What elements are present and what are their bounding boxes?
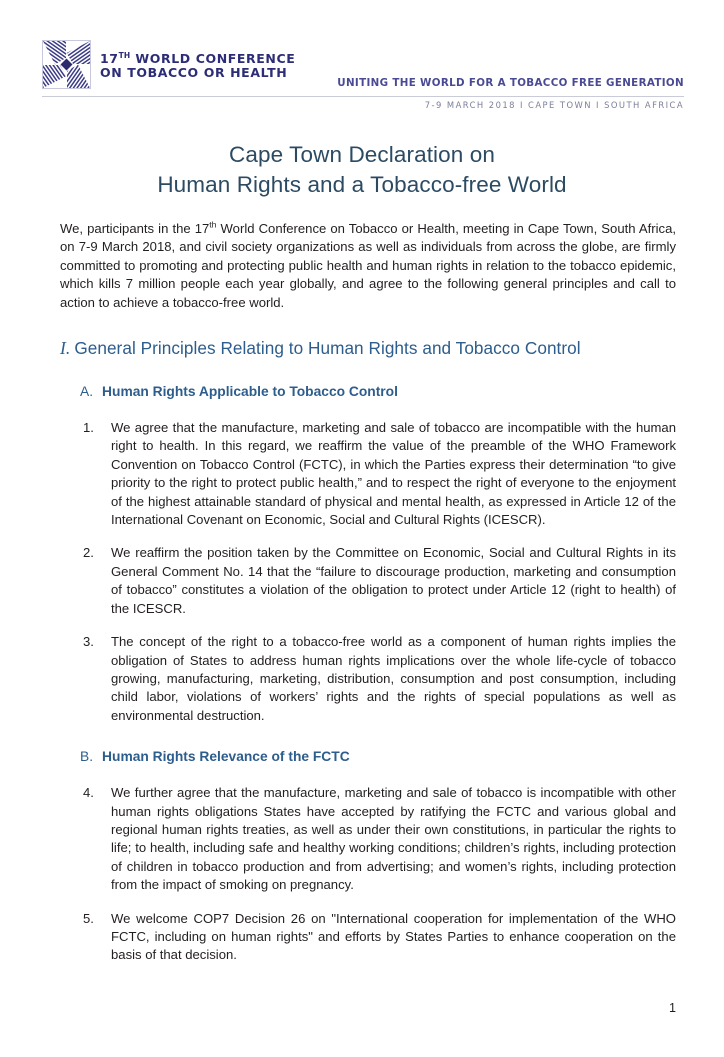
intro-paragraph — [60, 220, 676, 312]
subsection-letter: A. — [80, 384, 94, 400]
document-header — [42, 33, 684, 121]
page-title-line1: Cape Town Declaration on — [229, 142, 495, 167]
list-item-number: 1. — [83, 420, 94, 436]
intro-part1: We, participants in the 17 — [60, 221, 210, 236]
list-item — [60, 910, 676, 965]
list-item — [60, 633, 676, 725]
list-item-number: 4. — [83, 785, 94, 801]
list-item — [60, 544, 676, 618]
subsection-heading-b — [80, 747, 676, 766]
page-title — [95, 140, 629, 200]
numbered-list-b — [60, 784, 676, 965]
list-item-number: 3. — [83, 634, 94, 650]
conference-branding — [42, 40, 295, 89]
list-item-text: We welcome COP7 Decision 26 on "International cooperation for implementation of the WHO FCTC, including on human rights" and efforts by States Parties to enhance cooperation on the basis of that decision. — [111, 910, 676, 963]
subsection-heading-a — [80, 382, 676, 401]
conference-name-line1: 17TH WORLD CONFERENCE — [100, 50, 296, 66]
document-body — [60, 220, 676, 965]
header-divider — [42, 96, 684, 97]
section-heading-i — [60, 337, 676, 360]
list-item-number: 5. — [83, 910, 94, 926]
list-item-text: The concept of the right to a tobacco-free world as a component of human rights implies the obligation of States to address human rights implications over the whole life-cycle of tobacco growing, manufacturing, marketing, distribution, consumption and post consumption, including child labor, violations of workers’ rights and the rights of special populations as well as environmental destruction. — [111, 634, 676, 723]
ordinal-suffix: TH — [118, 50, 131, 60]
conference-name — [100, 48, 295, 80]
section-heading-text: General Principles Relating to Human Rights and Tobacco Control — [74, 338, 581, 359]
conference-dateline: 7-9 MARCH 2018 I CAPE TOWN I SOUTH AFRICA — [424, 100, 684, 110]
list-item — [60, 784, 676, 894]
pinwheel-logo-icon — [42, 40, 91, 89]
page-number: 1 — [668, 1001, 676, 1015]
ordinal-suffix: th — [209, 219, 217, 230]
section-numeral: I. — [60, 338, 71, 359]
subsection-text: Human Rights Relevance of the FCTC — [102, 749, 350, 765]
page-title-line2: Human Rights and a Tobacco-free World — [157, 172, 567, 197]
list-item-text: We agree that the manufacture, marketing and sale of tobacco are incompatible with the human right to health. In this regard, we reaffirm the value of the preamble of the WHO Framework Convention on Tobacco Control (FCTC), in which the Parties express their determination “to give priority to the right to protect public health,” and to respect the right of everyone to the enjoyment of the highest attainable standard of physical and mental health, as expressed in Article 12 of the International Covenant on Economic, Social and Cultural Rights (ICESCR). — [111, 420, 676, 528]
list-item — [60, 419, 676, 529]
subsection-letter: B. — [80, 749, 94, 765]
conference-tagline-block — [337, 77, 684, 110]
document-page — [0, 33, 724, 1057]
conference-tagline: UNITING THE WORLD FOR A TOBACCO FREE GENERATION — [337, 77, 684, 89]
list-item-number: 2. — [83, 545, 94, 561]
numbered-list-a — [60, 419, 676, 725]
list-item-text: We reaffirm the position taken by the Committee on Economic, Social and Cultural Rights in its General Comment No. 14 that the “failure to discourage production, marketing and consumption of tobacco” constitutes a violation of the obligation to protect under Article 12 (right to health) of the ICESCR. — [111, 545, 676, 616]
conference-name-line2: ON TOBACCO OR HEALTH — [100, 65, 288, 81]
subsection-text: Human Rights Applicable to Tobacco Control — [102, 384, 398, 400]
list-item-text: We further agree that the manufacture, marketing and sale of tobacco is incompatible with other human rights obligations States have accepted by ratifying the FCTC and various global and regional human rights treaties, as well as under their own constitutions, in particular the rights to life; to health, including safe and healthy working conditions; children’s rights, including protection of children in tobacco production and from advertising; and women’s rights, including protection from the impact of smoking on pregnancy. — [111, 785, 676, 893]
intro-part2: World Conference on Tobacco or Health, meeting in Cape Town, South Africa, on 7-9 March 2018, and civil society organizations as well as individuals from across the globe, are firmly committed to promoting and protecting public health and human rights in relation to the tobacco epidemic, which kills 7 million people each year globally, and agree to the following general principles and call to action to achieve a tobacco-free world. — [60, 221, 676, 310]
